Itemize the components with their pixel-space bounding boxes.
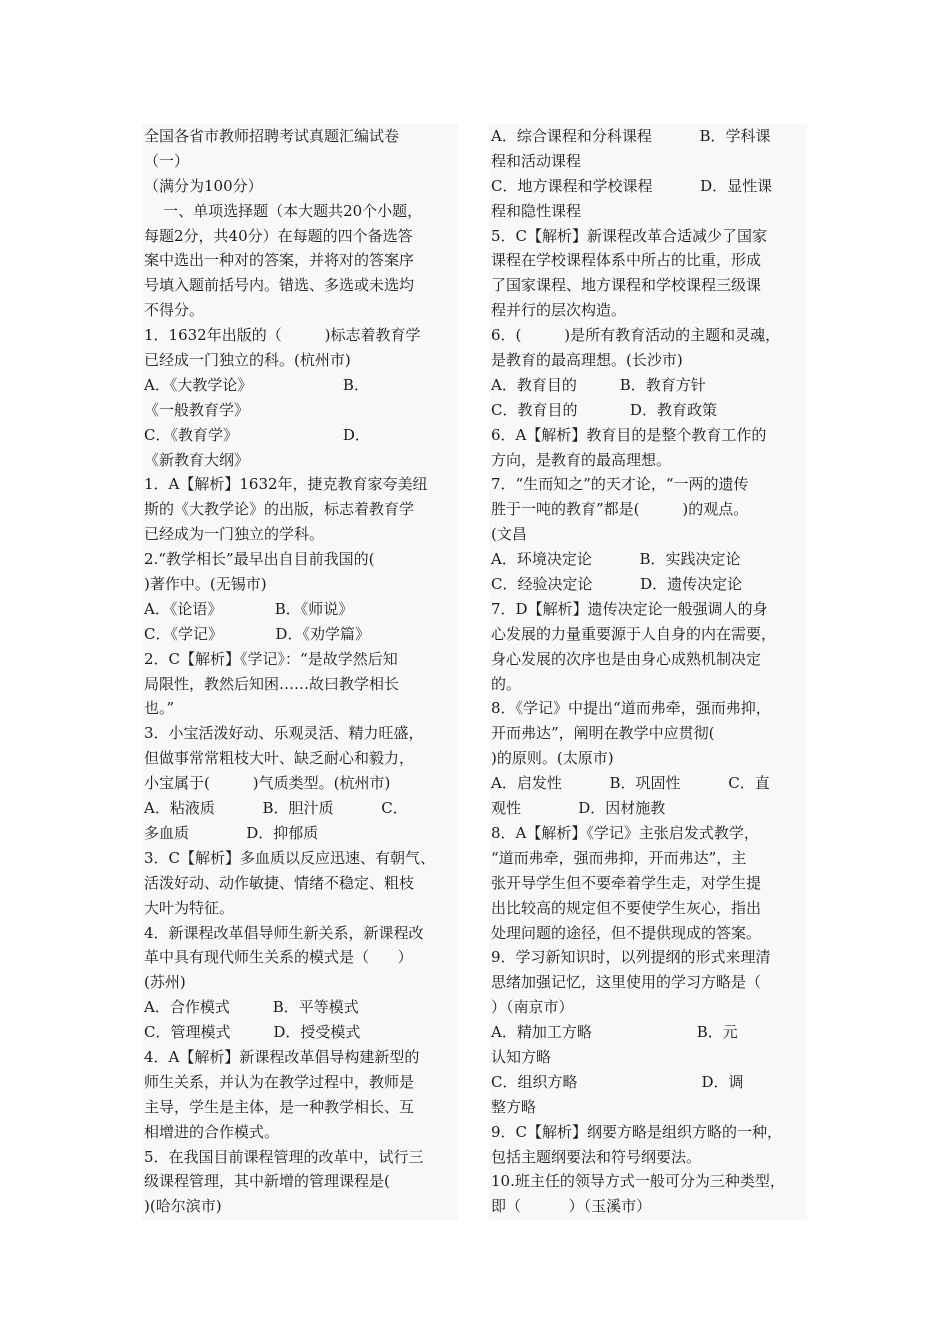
text-line: 一、单项选择题（本大题共20个小题，	[144, 201, 423, 220]
text-line: 处理问题的途径，但不提供现成的答案。	[491, 923, 762, 942]
text-line: A．精加工方略 B．元	[491, 1023, 738, 1042]
text-line: 已经成为一门独立的学科。	[144, 525, 325, 544]
text-line: 主导，学生是主体，是一种教学相长、互	[144, 1097, 415, 1116]
text-line: )著作中。(无锡市)	[144, 575, 267, 594]
text-line: 程和隐性课程	[491, 201, 582, 220]
text-line: 3．小宝活泼好动、乐观灵活、精力旺盛，	[144, 724, 424, 743]
text-line: ）（南京市）	[491, 998, 574, 1017]
text-line: 《一般教育学》	[144, 400, 250, 419]
text-line: C．《教育学》 D．	[144, 425, 370, 444]
text-line: C．经验决定论 D．遗传决定论	[491, 575, 743, 594]
text-line: 程并行的层次构造。	[491, 301, 627, 320]
text-line: 活泼好动、动作敏捷、情绪不稳定、粗枝	[144, 873, 415, 892]
text-line: 多血质 D．抑郁质	[144, 823, 319, 842]
text-line: 出比较高的规定但不要使学生灰心，指出	[491, 898, 762, 917]
text-line: (苏州)	[144, 973, 186, 992]
text-line: 心发展的力量重要源于人自身的内在需要，	[491, 624, 777, 643]
text-line: 2.“教学相长”最早出自目前我国的(	[144, 550, 375, 569]
text-line: 思绪加强记忆，这里使用的学习方略是（	[491, 973, 762, 992]
text-line: 张开导学生但不要牵着学生走，对学生提	[491, 873, 762, 892]
left-text-column	[142, 124, 458, 1220]
text-line: 局限性，教然后知困……故曰教学相长	[144, 674, 400, 693]
text-line: 开而弗达”，阐明在教学中应贯彻(	[491, 724, 715, 743]
text-line: 10.班主任的领导方式一般可分为三种类型，	[491, 1172, 785, 1191]
text-line: 5．C【解析】新课程改革合适减少了国家	[491, 226, 768, 245]
text-line: 已经成一门独立的科。(杭州市)	[144, 351, 351, 370]
text-line: A．综合课程和分科课程 B．学科课	[491, 127, 771, 145]
text-line: 5．在我国目前课程管理的改革中，试行三	[144, 1147, 424, 1166]
text-line: 革中具有现代师生关系的模式是（ ）	[144, 948, 413, 967]
text-line: A．环境决定论 B．实践决定论	[491, 550, 741, 569]
text-line: 了国家课程、地方课程和学校课程三级课	[491, 276, 762, 295]
text-line: (文昌	[491, 525, 527, 544]
text-line: （一）	[144, 151, 190, 170]
text-line: C．地方课程和学校课程 D．显性课	[491, 176, 773, 195]
text-line: C．《学记》 D．《劝学篇》	[144, 624, 370, 643]
text-line: 课程在学校课程体系中所占的比重，形成	[491, 251, 762, 270]
text-line: 6．( )是所有教育活动的主题和灵魂，	[491, 326, 781, 345]
text-line: A．《大教学论》 B．	[144, 375, 369, 394]
text-line: 是教育的最高理想。(长沙市)	[491, 351, 683, 370]
text-line: 9．C【解析】纲要方略是组织方略的一种，	[491, 1122, 783, 1141]
text-line: 方向，是教育的最高理想。	[491, 450, 672, 469]
text-line: 级课程管理，其中新增的管理课程是(	[144, 1172, 390, 1191]
text-line: 案中选出一种对的答案，并将对的答案序	[144, 251, 415, 270]
text-line: 8．《学记》中提出“道而弗牵，强而弗抑，	[491, 699, 771, 718]
text-line: 相增进的合作模式。	[144, 1122, 280, 1141]
text-line: 6．A【解析】教育目的是整个教育工作的	[491, 425, 767, 444]
text-line: 全国各省市教师招聘考试真题汇编试卷	[144, 127, 400, 145]
text-line: 即（ ）（玉溪市）	[491, 1197, 652, 1216]
text-line: 师生关系，并认为在教学过程中，教师是	[144, 1072, 415, 1091]
text-line: 观性 D．因材施教	[491, 799, 666, 818]
text-line: 9．学习新知识时，以列提纲的形式来理清	[491, 948, 771, 967]
text-line: 斯的《大教学论》的出版，标志着教育学	[144, 500, 415, 519]
text-line: 程和活动课程	[491, 151, 582, 170]
text-line: A．《论语》 B．《师说》	[144, 599, 354, 618]
text-line: 2．C【解析】《学记》：“是故学然后知	[144, 649, 398, 668]
text-line: 但做事常常粗枝大叶、缺乏耐心和毅力，	[144, 749, 415, 768]
text-line: C．管理模式 D．授受模式	[144, 1023, 361, 1042]
text-line: 的。	[491, 674, 522, 693]
right-text-column	[489, 124, 807, 1220]
text-line: A．合作模式 B．平等模式	[144, 998, 359, 1017]
text-line: C．组织方略 D．调	[491, 1072, 744, 1091]
text-line: 胜于一吨的教育”都是( )的观点。	[491, 500, 749, 519]
text-line: 4．新课程改革倡导师生新关系，新课程改	[144, 923, 424, 942]
text-line: 每题2分，共40分）在每题的四个备选答	[144, 226, 413, 245]
text-line: C．教育目的 D．教育政策	[491, 400, 717, 419]
text-line: （满分为100分）	[144, 176, 263, 195]
text-line: )(哈尔滨市)	[144, 1197, 222, 1216]
text-line: “道而弗牵，强而弗抑，开而弗达”，主	[491, 848, 747, 867]
text-line: 包括主题纲要法和符号纲要法。	[491, 1147, 702, 1166]
text-line: 1．1632年出版的（ )标志着教育学	[144, 326, 421, 345]
text-line: A．教育目的 B．教育方针	[491, 375, 706, 394]
text-line: 《新教育大纲》	[144, 450, 250, 469]
text-line: 小宝属于( )气质类型。(杭州市)	[144, 774, 391, 793]
text-line: 不得分。	[144, 301, 205, 320]
text-line: 7．“生而知之”的天才论，“一两的遗传	[491, 475, 749, 494]
text-line: 认知方略	[491, 1047, 552, 1066]
text-line: 也。”	[144, 699, 175, 718]
text-line: 8．A【解析】《学记》主张启发式教学，	[491, 823, 759, 842]
text-line: A．粘液质 B．胆汁质 C．	[144, 799, 408, 818]
text-line: 4．A【解析】新课程改革倡导构建新型的	[144, 1047, 420, 1066]
text-line: 身心发展的次序也是由身心成熟机制决定	[491, 649, 762, 668]
text-line: 7．D【解析】遗传决定论一般强调人的身	[491, 599, 768, 618]
text-line: 大叶为特征。	[144, 898, 235, 917]
text-line: )的原则。(太原市)	[491, 749, 614, 768]
text-line: A．启发性 B．巩固性 C．直	[491, 774, 770, 793]
text-line: 3．C【解析】多血质以反应迅速、有朝气、	[144, 848, 436, 867]
text-line: 号填入题前括号内。错选、多选或未选均	[144, 276, 415, 295]
text-line: 1．A【解析】1632年，捷克教育家夸美纽	[144, 475, 428, 494]
text-line: 整方略	[491, 1097, 537, 1116]
